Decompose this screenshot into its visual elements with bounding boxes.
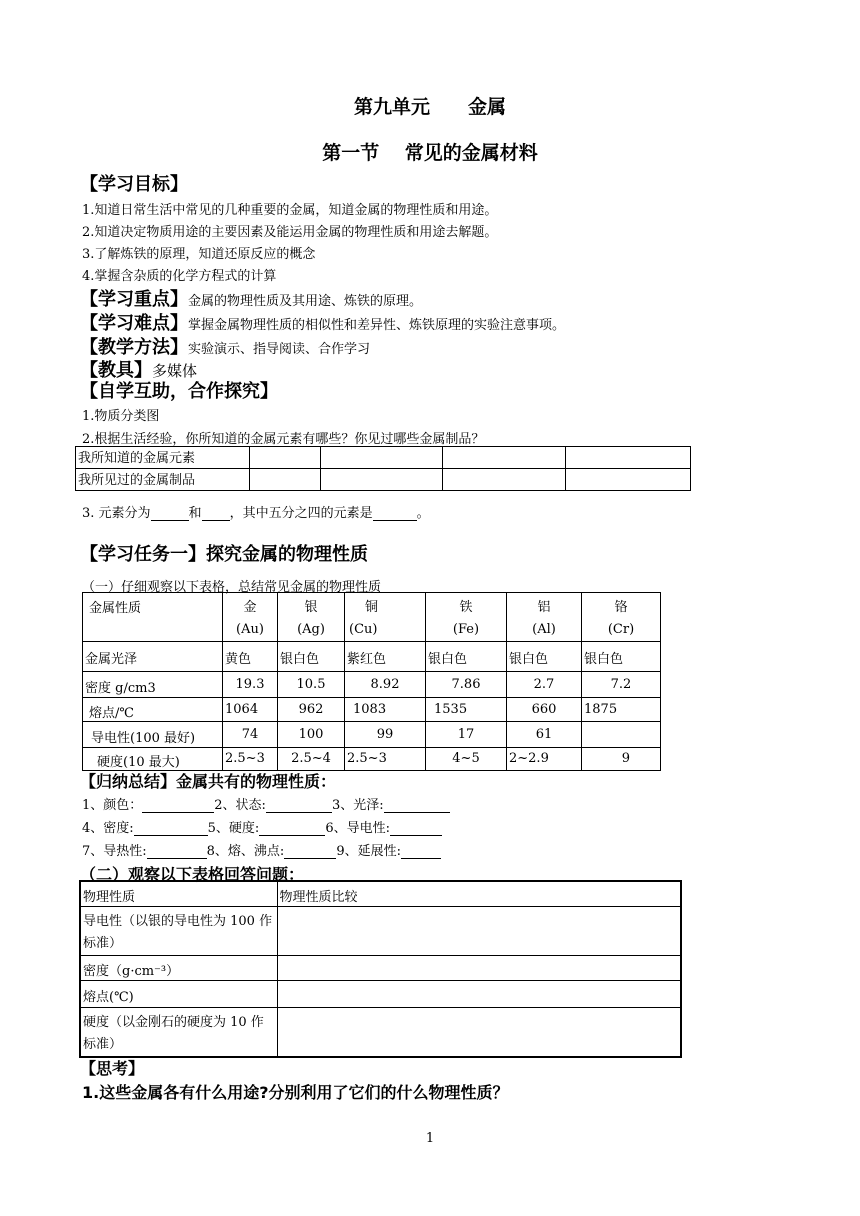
answer-cell [277, 906, 681, 955]
row-label: 导电性(100 最好) [83, 722, 223, 748]
unit-title: 第九单元 金属 [353, 96, 506, 118]
table-header-row [80, 881, 681, 906]
row-label: 密度（g·cm⁻³） [80, 955, 277, 980]
table-cell: 我所知道的金属元素 [76, 447, 250, 469]
table-cell: 1875 [582, 698, 661, 722]
summary-item: 8、熔、沸点: [206, 844, 285, 859]
table-cell [566, 447, 691, 469]
table-cell: 2.5~3 [345, 748, 426, 771]
fill-blank [142, 800, 214, 813]
metal-symbol: (Au) [236, 622, 264, 637]
metal-name: 银 [304, 600, 318, 615]
table-cell: 99 [345, 722, 426, 748]
metal-name: 铜 [365, 600, 379, 615]
answer-cell [277, 955, 681, 980]
table-cell: 我所见过的金属制品 [76, 469, 250, 491]
key-points-text: 金属的物理性质及其用途、炼铁的原理。 [188, 294, 423, 309]
table-row [83, 698, 661, 722]
row-label: 熔点/℃ [83, 698, 223, 722]
metal-symbol: (Ag) [297, 622, 325, 637]
row-label: 导电性（以银的导电性为 100 作标准） [80, 906, 277, 955]
summary-item: 3、光泽: [331, 798, 384, 813]
table-row [80, 980, 681, 1007]
tools-text: 多媒体 [152, 362, 198, 380]
metal-name: 铝 [537, 600, 551, 615]
goals-heading: 【学习目标】 [80, 174, 188, 195]
tools-label: 【教具】 [80, 360, 152, 381]
table-row [83, 722, 661, 748]
summary-item: 4、密度: [82, 821, 134, 836]
table-cell [443, 447, 566, 469]
header-cell: 物理性质比较 [277, 881, 681, 906]
goal-item: 4.掌握含杂质的化学方程式的计算 [82, 269, 277, 284]
table-cell: 100 [278, 722, 345, 748]
table-cell: 2.5~4 [278, 748, 345, 771]
header-cell: 物理性质 [80, 881, 277, 906]
metal-symbol: (Al) [532, 622, 556, 637]
row-label: 金属光泽 [83, 642, 223, 672]
table-cell: 61 [507, 722, 582, 748]
key-points [80, 285, 422, 311]
table-cell [321, 447, 443, 469]
summary-line [82, 817, 442, 836]
table-cell: 74 [223, 722, 278, 748]
summary-item: 7、导热性: [82, 844, 147, 859]
row-label: 密度 g/cm3 [83, 672, 223, 698]
summary-item: 5、硬度: [207, 821, 260, 836]
self-study-heading: 【自学互助，合作探究】 [80, 381, 278, 402]
table-cell: 1535 [426, 698, 507, 722]
summary-item: 6、导电性: [325, 821, 390, 836]
question-2: 2.根据生活经验，你所知道的金属元素有哪些？你见过哪些金属制品？ [82, 432, 485, 447]
summary-heading: 【归纳总结】金属共有的物理性质： [80, 772, 337, 791]
table-cell: 962 [278, 698, 345, 722]
header-cell [426, 593, 507, 642]
table-header-row [83, 593, 661, 642]
fill-blank [384, 800, 450, 813]
methods-label: 【教学方法】 [80, 337, 188, 358]
header-cell [582, 593, 661, 642]
think-heading: 【思考】 [80, 1059, 145, 1078]
row-label: 硬度（以金刚石的硬度为 10 作标准） [80, 1007, 277, 1057]
table-cell: 660 [507, 698, 582, 722]
table-cell: 9 [582, 748, 661, 771]
difficulties-label: 【学习难点】 [80, 313, 188, 334]
table-row [80, 955, 681, 980]
table-row [83, 672, 661, 698]
table-cell: 2~2.9 [507, 748, 582, 771]
task1-sub2: （二）观察以下表格回答问题： [80, 865, 305, 884]
header-cell [507, 593, 582, 642]
table-cell: 7.86 [426, 672, 507, 698]
table-cell [250, 447, 321, 469]
answer-cell [277, 980, 681, 1007]
header-cell: 金属性质 [83, 593, 223, 642]
table-cell: 4~5 [426, 748, 507, 771]
header-cell [223, 593, 278, 642]
metal-symbol: (Fe) [452, 622, 480, 637]
question-3-part: 。 [416, 506, 430, 521]
fill-blank [202, 508, 230, 521]
summary-line [82, 840, 441, 859]
goal-item: 2.知道决定物质用途的主要因素及能运用金属的物理性质和用途去解题。 [82, 225, 498, 240]
table-row [80, 1007, 681, 1057]
table-row [83, 748, 661, 771]
header-cell [345, 593, 426, 642]
section-title: 第一节 常见的金属材料 [322, 142, 538, 164]
table-cell: 紫红色 [345, 642, 426, 672]
table-cell [582, 722, 661, 748]
table-cell: 1064 [223, 698, 278, 722]
metal-symbol: (Cr) [607, 622, 635, 637]
summary-item: 2、状态: [214, 798, 266, 813]
fill-blank [390, 823, 442, 836]
table-cell: 10.5 [278, 672, 345, 698]
table-row [76, 469, 691, 491]
key-points-label: 【学习重点】 [80, 289, 188, 310]
metal-knowledge-table [75, 446, 691, 491]
table-cell: 银白色 [426, 642, 507, 672]
fill-blank [134, 823, 208, 836]
fill-blank [284, 846, 336, 859]
summary-line [82, 794, 450, 813]
difficulties-text: 掌握金属物理性质的相似性和差异性、炼铁原理的实验注意事项。 [188, 318, 566, 333]
table-cell: 2.7 [507, 672, 582, 698]
row-label: 硬度(10 最大) [83, 748, 223, 771]
table-row [76, 447, 691, 469]
table-cell: 黄色 [223, 642, 278, 672]
fill-blank [259, 823, 325, 836]
difficulties [80, 309, 565, 335]
property-compare-table [79, 880, 682, 1058]
table-cell: 1083 [345, 698, 426, 722]
methods-text: 实验演示、指导阅读、合作学习 [188, 342, 371, 357]
table-cell: 7.2 [582, 672, 661, 698]
table-cell [566, 469, 691, 491]
fill-blank [401, 846, 441, 859]
question-3-part: ，其中五分之四的元素是 [229, 506, 373, 521]
table-cell: 银白色 [507, 642, 582, 672]
goal-item: 3.了解炼铁的原理，知道还原反应的概念 [82, 247, 316, 262]
header-cell [278, 593, 345, 642]
table-cell: 19.3 [223, 672, 278, 698]
table-cell: 8.92 [345, 672, 426, 698]
question-3 [82, 502, 430, 521]
metal-name: 金 [243, 600, 257, 615]
row-label: 熔点(℃) [80, 980, 277, 1007]
answer-cell [277, 1007, 681, 1057]
table-cell: 银白色 [582, 642, 661, 672]
table-cell [321, 469, 443, 491]
table-cell [250, 469, 321, 491]
question-1: 1.物质分类图 [82, 409, 160, 424]
fill-blank [151, 508, 189, 521]
goal-item: 1.知道日常生活中常见的几种重要的金属，知道金属的物理性质和用途。 [82, 203, 498, 218]
metal-properties-table [82, 592, 661, 771]
table-row [83, 642, 661, 672]
table-cell: 银白色 [278, 642, 345, 672]
table-cell [443, 469, 566, 491]
page-number: 1 [425, 1131, 435, 1146]
fill-blank [147, 846, 207, 859]
question-3-part: 和 [188, 506, 202, 521]
task1-sub1: （一）仔细观察以下表格，总结常见金属的物理性质 [82, 580, 382, 595]
summary-item: 1、颜色： [82, 798, 143, 813]
fill-blank [373, 508, 417, 521]
table-row [80, 906, 681, 955]
metal-name: 铬 [614, 600, 628, 615]
metal-symbol: (Cu) [349, 622, 378, 637]
table-cell: 2.5~3 [223, 748, 278, 771]
fill-blank [266, 800, 332, 813]
think-question-1: 1.这些金属各有什么用途?分别利用了它们的什么物理性质？ [82, 1083, 509, 1102]
table-cell: 17 [426, 722, 507, 748]
task1-heading: 【学习任务一】探究金属的物理性质 [80, 544, 368, 565]
metal-name: 铁 [459, 600, 473, 615]
summary-item: 9、延展性: [336, 844, 401, 859]
question-3-part: 3. 元素分为 [82, 506, 151, 521]
